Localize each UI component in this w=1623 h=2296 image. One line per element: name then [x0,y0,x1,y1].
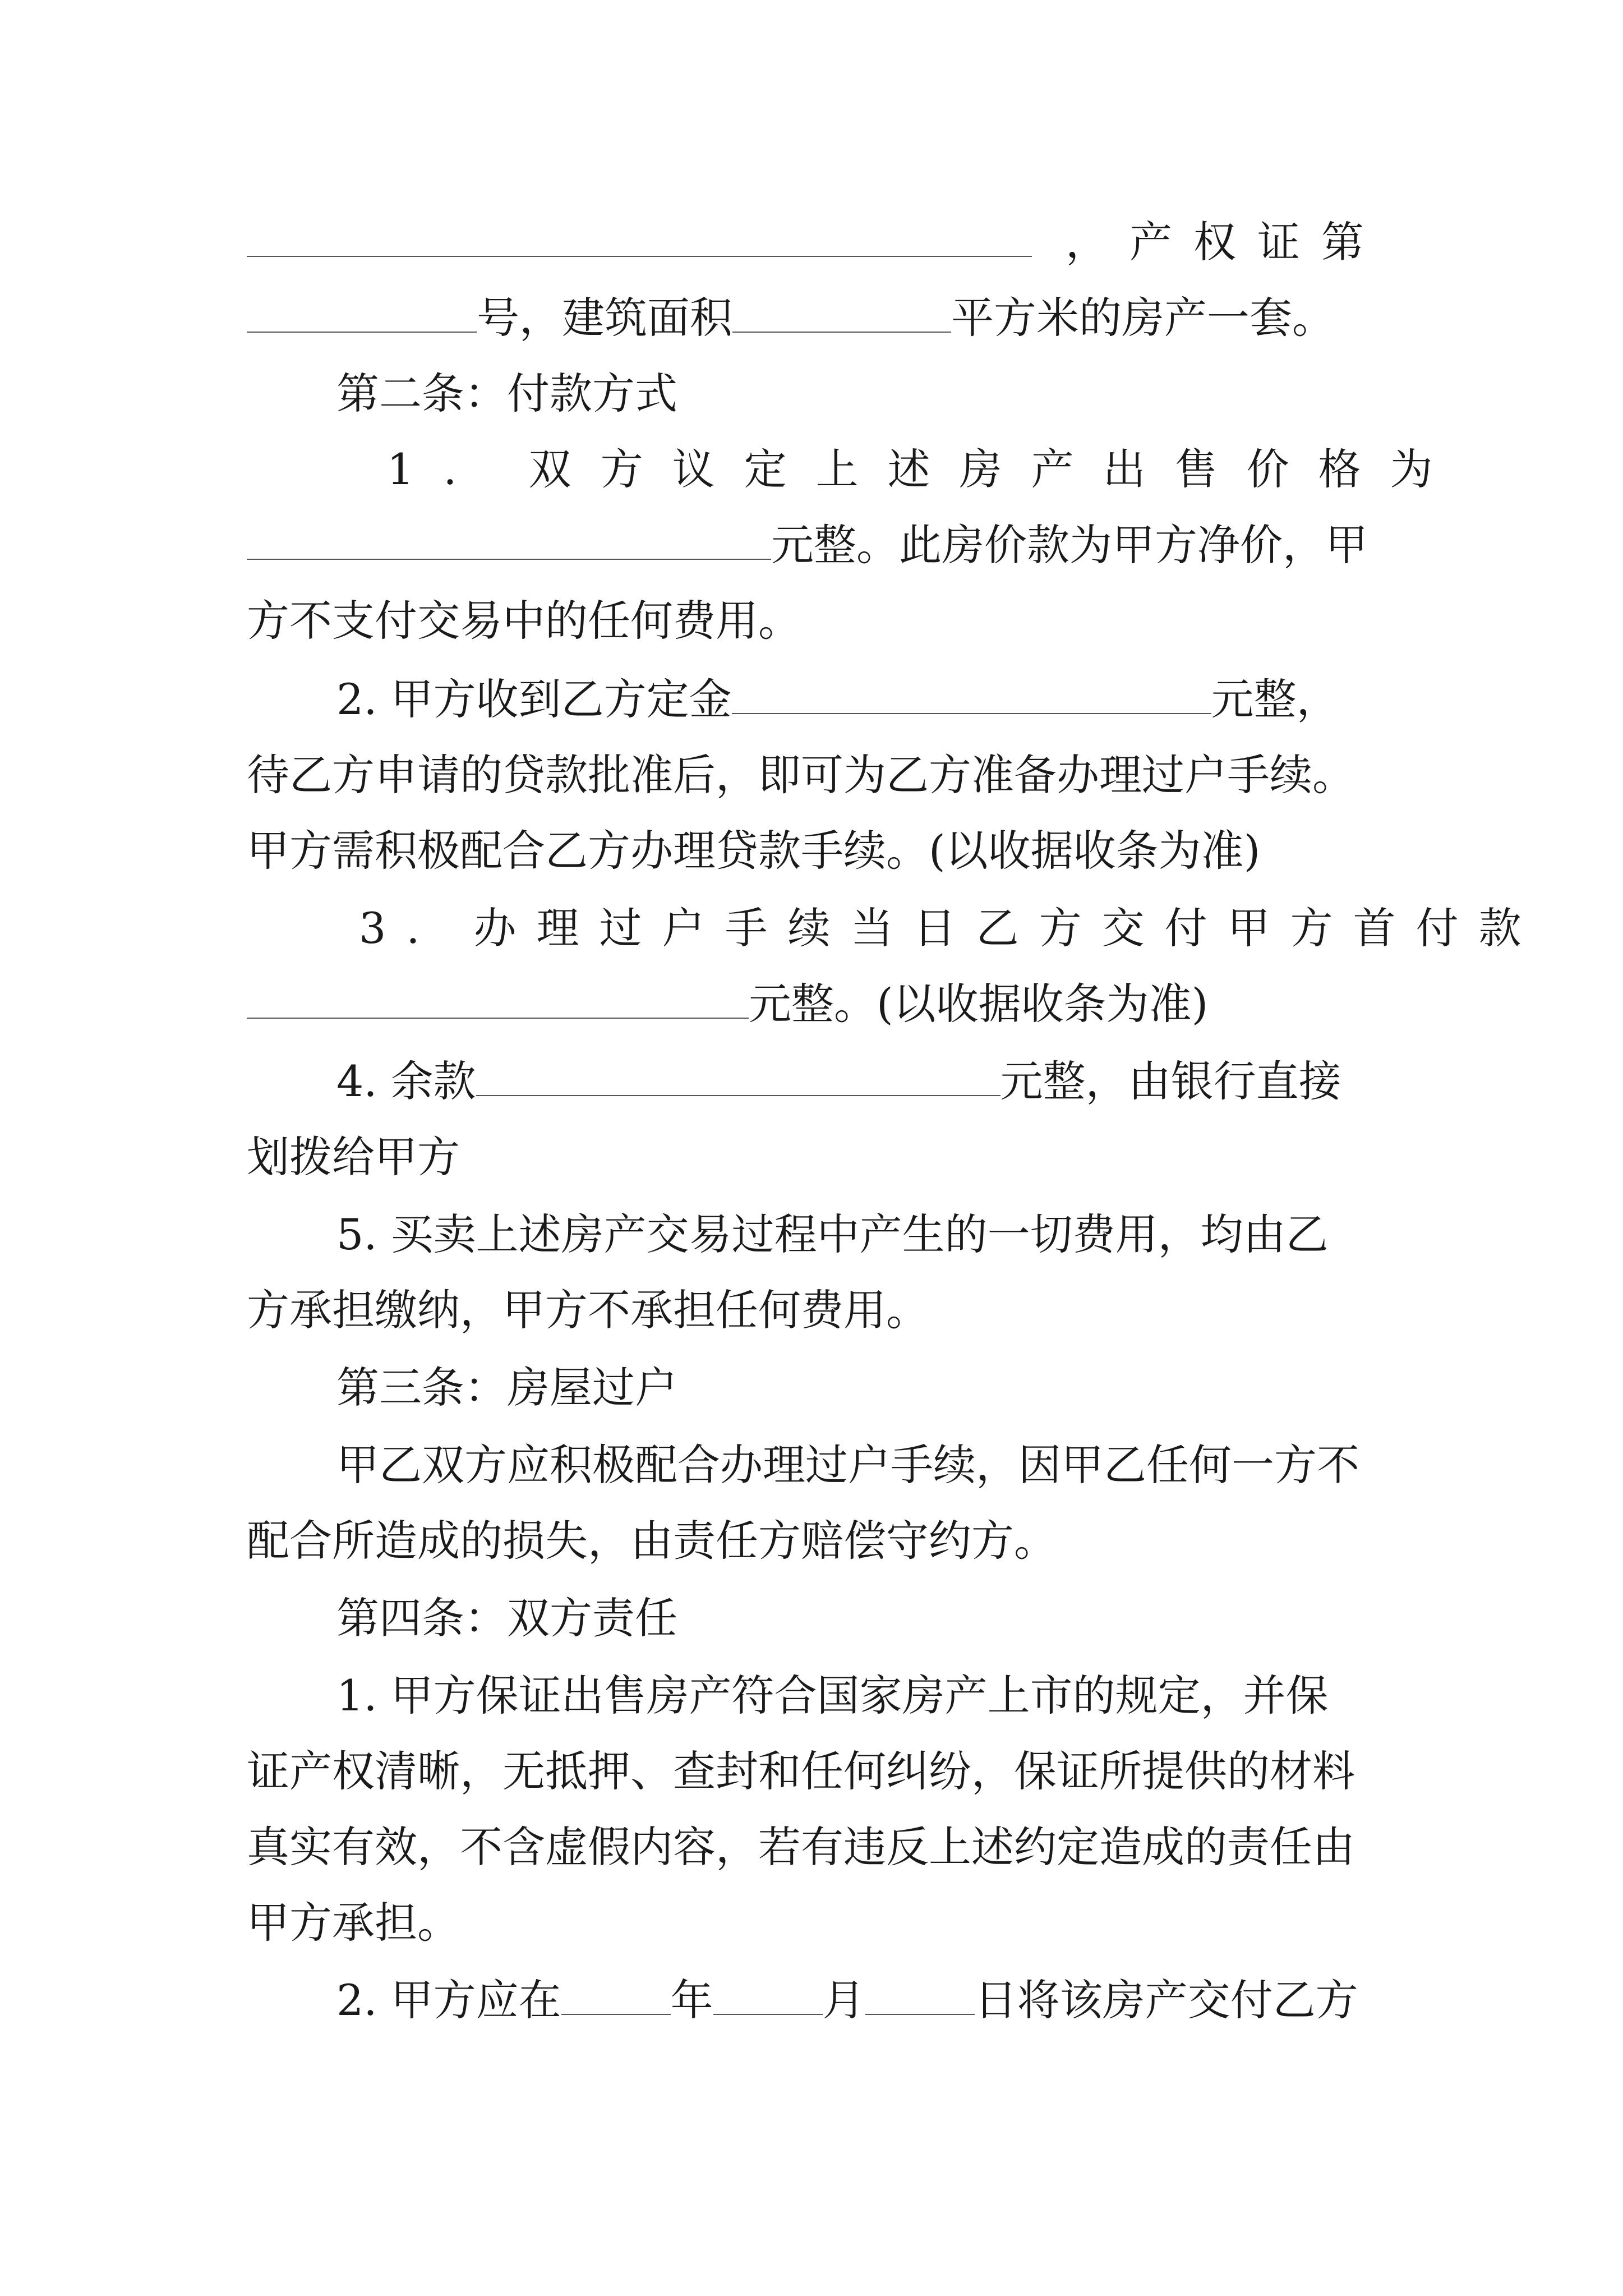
para-4-1-text-4: 甲方承担。 [247,1898,460,1948]
para-2-2-line-3 [247,820,1385,882]
article-2-title-text: 第二条：付款方式 [336,369,677,418]
para-2-4-text-2: 划拨给甲方 [247,1132,460,1182]
blank-cert-number [247,292,477,333]
para-2-5-text-2: 方承担缴纳，甲方不承担任何费用。 [247,1285,929,1335]
para-2-5-text-1: 5. 买卖上述房产交易过程中产生的一切费用，均由乙 [336,1209,1329,1259]
blank-down-payment [247,978,749,1019]
text-month: 月 [822,1975,865,2025]
para-4-2-text: 日将该房产交付乙方 [974,1975,1358,2025]
para-2-5-line-2 [247,1280,1385,1341]
text-property-cert: ，产权证第 [1066,217,1385,267]
para-2-1-line-3 [247,590,1385,652]
para-2-3-text-2: 元整。(以收据收条为准) [749,979,1209,1029]
text-building-area: 号，建筑面积 [477,293,732,343]
blank-address [247,217,1032,257]
para-4-1-line-4 [247,1892,1385,1954]
para-2-3-line-2 [247,973,1385,1035]
blank-month [713,1975,823,2015]
article-3-line-2 [247,1510,1385,1572]
article-3-text-1: 甲乙双方应积极配合办理过户手续，因甲乙任何一方不 [336,1440,1359,1490]
article-3-title [336,1357,1385,1419]
para-2-2-line-2 [247,744,1402,806]
blank-day [865,1975,975,2015]
para-2-4-unit: 元整，由银行直接 [1000,1056,1341,1106]
para-2-4-lead: 4. 余款 [336,1056,476,1106]
blank-deposit [732,674,1211,714]
para-2-2-text-2: 待乙方申请的贷款批准后，即可为乙方准备办理过户手续。 [247,750,1355,800]
para-2-1-lead: 1. 双方议定上述房产出售价格为 [387,444,1462,494]
article-3-line-1 [336,1434,1385,1496]
text-year: 年 [670,1975,713,2025]
para-4-1-text-1: 1. 甲方保证出售房产符合国家房产上市的规定，并保 [336,1671,1329,1720]
article-2-title [336,363,1385,425]
article-3-title-text: 第三条：房屋过户 [336,1363,677,1412]
para-2-2-unit: 元整， [1211,674,1339,724]
para-2-3-lead: 3. 办理过户手续当日乙方交付甲方首付款 [359,903,1542,953]
blank-area [732,292,951,333]
para-2-2-lead: 2. 甲方收到乙方定金 [336,674,732,724]
para-2-4-line-1 [336,1051,1385,1112]
article-4-title-text: 第四条：双方责任 [336,1593,677,1643]
para-2-1-text-2: 元整。此房价款为甲方净价，甲 [771,520,1368,570]
para-2-1-line-2 [247,514,1385,576]
line-area [247,287,1385,349]
para-4-1-line-1 [336,1665,1385,1727]
para-4-1-text-3: 真实有效，不含虚假内容，若有违反上述约定造成的责任由 [247,1822,1355,1872]
blank-price [247,519,771,560]
para-2-4-line-2 [247,1126,1385,1188]
para-4-1-text-2: 证产权清晰，无抵押、查封和任何纠纷，保证所提供的材料 [247,1746,1355,1796]
para-2-5-line-1 [336,1204,1385,1266]
line-property-cert [247,211,1385,273]
article-3-text-2: 配合所造成的损失，由责任方赔偿守约方。 [247,1516,1057,1566]
para-2-1-line-1 [387,439,1462,500]
para-4-2-lead: 2. 甲方应在 [336,1975,561,2025]
para-4-2-line-1 [336,1970,1385,2031]
para-2-2-line-1 [336,669,1385,730]
para-4-1-line-2 [247,1741,1385,1802]
para-2-2-text-3: 甲方需积极配合乙方办理贷款手续。(以收据收条为准) [247,826,1261,876]
article-4-title [336,1588,1385,1649]
para-2-1-text-3: 方不支付交易中的任何费用。 [247,596,801,646]
blank-balance [476,1056,1000,1096]
para-2-3-line-1 [359,898,1542,959]
blank-year [561,1975,671,2015]
text-sqm-property: 平方米的房产一套。 [951,293,1335,343]
para-4-1-line-3 [247,1816,1385,1878]
